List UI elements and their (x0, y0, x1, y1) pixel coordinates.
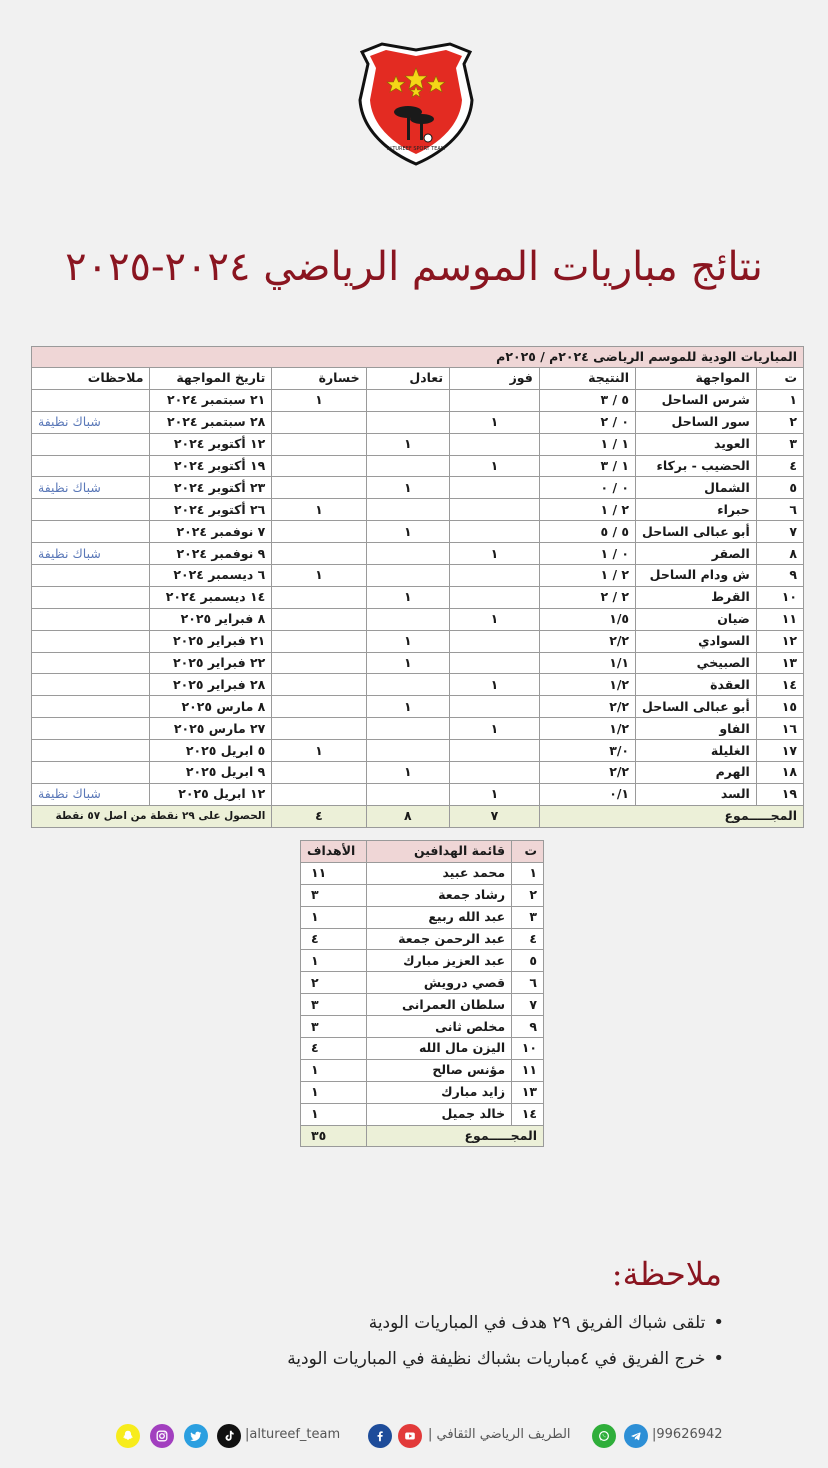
scorer-name: زايد مبارك (366, 1081, 511, 1103)
match-win (450, 586, 540, 608)
match-date: ١٢ أكتوبر ٢٠٢٤ (150, 433, 272, 455)
scorer-name: عبد الله ربيع (366, 906, 511, 928)
match-opponent: الهرم (636, 762, 757, 784)
match-loss (272, 783, 366, 805)
match-opponent: ش ودام الساحل (636, 565, 757, 587)
points-summary: الحصول على ٢٩ نقطة من اصل ٥٧ نقطة (32, 805, 272, 827)
match-index: ١٤ (756, 674, 803, 696)
match-notes (32, 433, 150, 455)
youtube-icon[interactable] (398, 1424, 422, 1448)
match-index: ٤ (756, 455, 803, 477)
match-loss: ١ (272, 740, 366, 762)
match-opponent: الغليلة (636, 740, 757, 762)
scorer-index: ١ (512, 862, 544, 884)
match-opponent: الفاو (636, 718, 757, 740)
match-notes (32, 565, 150, 587)
match-date: ٢٨ سبتمبر ٢٠٢٤ (150, 411, 272, 433)
scorer-goals: ١ (301, 1103, 367, 1125)
match-notes (32, 389, 150, 411)
match-date: ٩ نوفمبر ٢٠٢٤ (150, 543, 272, 565)
match-opponent: السوادي (636, 630, 757, 652)
match-row (32, 783, 804, 805)
scorer-index: ١٠ (512, 1038, 544, 1060)
match-index: ١٦ (756, 718, 803, 740)
match-index: ١٢ (756, 630, 803, 652)
match-draw (366, 608, 449, 630)
match-row (32, 740, 804, 762)
note-item: • تلقى شباك الفريق ٢٩ هدف في المباريات الودية (287, 1312, 724, 1333)
tiktok-icon[interactable] (217, 1424, 241, 1448)
scorer-goals: ٣ (301, 884, 367, 906)
col-header-index: ت (512, 841, 544, 863)
match-notes (32, 652, 150, 674)
club-logo (352, 40, 480, 166)
match-opponent: العويد (636, 433, 757, 455)
twitter-icon[interactable] (184, 1424, 208, 1448)
match-row (32, 586, 804, 608)
scorer-index: ٩ (512, 1016, 544, 1038)
scorer-goals: ٢ (301, 972, 367, 994)
match-opponent: شرس الساحل (636, 389, 757, 411)
match-notes (32, 674, 150, 696)
col-header-notes: ملاحظات (32, 368, 150, 390)
match-index: ١٨ (756, 762, 803, 784)
match-row (32, 499, 804, 521)
facebook-icon[interactable] (368, 1424, 392, 1448)
match-date: ٢٣ أكتوبر ٢٠٢٤ (150, 477, 272, 499)
match-result: ١/٥ (539, 608, 635, 630)
total-loss: ٤ (272, 805, 366, 827)
match-opponent: السد (636, 783, 757, 805)
match-loss (272, 586, 366, 608)
match-win (450, 696, 540, 718)
table-caption: المباريات الودية للموسم الرياضى ٢٠٢٤م / ٢٠٢٥م (32, 347, 804, 368)
match-draw (366, 455, 449, 477)
total-draw: ٨ (366, 805, 449, 827)
match-row (32, 389, 804, 411)
match-notes (32, 455, 150, 477)
football-icon (424, 134, 432, 142)
match-date: ٧ نوفمبر ٢٠٢٤ (150, 521, 272, 543)
match-draw (366, 783, 449, 805)
scorer-row (301, 862, 544, 884)
match-row (32, 477, 804, 499)
match-result: ١ / ٣ (539, 455, 635, 477)
match-result: ١ / ١ (539, 433, 635, 455)
match-win (450, 565, 540, 587)
match-loss: ١ (272, 499, 366, 521)
col-header-index: ت (756, 368, 803, 390)
col-header-loss: خسارة (272, 368, 366, 390)
match-loss (272, 674, 366, 696)
match-loss: ١ (272, 565, 366, 587)
match-opponent: سور الساحل (636, 411, 757, 433)
scorers-total-goals: ٣٥ (301, 1125, 367, 1147)
match-draw (366, 718, 449, 740)
match-index: ١٩ (756, 783, 803, 805)
match-date: ١٤ ديسمبر ٢٠٢٤ (150, 586, 272, 608)
match-win (450, 477, 540, 499)
match-opponent: الصقر (636, 543, 757, 565)
match-row (32, 652, 804, 674)
match-draw (366, 543, 449, 565)
match-date: ٦ ديسمبر ٢٠٢٤ (150, 565, 272, 587)
match-date: ٩ ابريل ٢٠٢٥ (150, 762, 272, 784)
scorer-row (301, 884, 544, 906)
match-result: ١/١ (539, 652, 635, 674)
scorer-name: عبد الرحمن جمعة (366, 928, 511, 950)
match-opponent: القرط (636, 586, 757, 608)
match-result: ٢/٢ (539, 696, 635, 718)
match-draw: ١ (366, 696, 449, 718)
match-result: ٢/٢ (539, 630, 635, 652)
instagram-icon[interactable] (150, 1424, 174, 1448)
scorer-row (301, 1081, 544, 1103)
match-row (32, 411, 804, 433)
match-row (32, 608, 804, 630)
match-result: ٢ / ١ (539, 565, 635, 587)
match-row (32, 521, 804, 543)
match-draw (366, 740, 449, 762)
notes-heading: ملاحظة: (611, 1255, 722, 1293)
notes-list (287, 1312, 724, 1384)
scorer-row (301, 1038, 544, 1060)
match-result: ٥ / ٥ (539, 521, 635, 543)
match-draw: ١ (366, 652, 449, 674)
scorer-row (301, 1016, 544, 1038)
match-draw (366, 389, 449, 411)
match-notes (32, 762, 150, 784)
scorer-goals: ١ (301, 950, 367, 972)
scorer-goals: ١ (301, 906, 367, 928)
match-index: ٢ (756, 411, 803, 433)
scorer-name: رشاد جمعة (366, 884, 511, 906)
match-opponent: ضيان (636, 608, 757, 630)
match-date: ٨ فبراير ٢٠٢٥ (150, 608, 272, 630)
match-index: ٥ (756, 477, 803, 499)
whatsapp-icon[interactable] (592, 1424, 616, 1448)
match-row (32, 674, 804, 696)
match-win (450, 652, 540, 674)
match-opponent: حبراء (636, 499, 757, 521)
scorer-index: ٧ (512, 994, 544, 1016)
match-result: ٠ / ٠ (539, 477, 635, 499)
match-row (32, 565, 804, 587)
match-notes (32, 586, 150, 608)
telegram-icon[interactable] (624, 1424, 648, 1448)
phone-number[interactable]: |99626942 (652, 1427, 723, 1442)
match-result: ٥ / ٣ (539, 389, 635, 411)
scorer-row (301, 950, 544, 972)
club-name: الطريف الرياضي الثقافي | (428, 1427, 571, 1442)
match-opponent: الصبيخي (636, 652, 757, 674)
scorer-goals: ٤ (301, 1038, 367, 1060)
match-row (32, 718, 804, 740)
match-draw (366, 411, 449, 433)
match-opponent: الشمال (636, 477, 757, 499)
match-win (450, 521, 540, 543)
match-draw (366, 565, 449, 587)
scorer-index: ١١ (512, 1059, 544, 1081)
scorers-table (300, 840, 544, 1147)
col-header-draw: تعادل (366, 368, 449, 390)
match-row (32, 696, 804, 718)
scorer-row (301, 994, 544, 1016)
match-result: ٢/٢ (539, 762, 635, 784)
match-index: ١٥ (756, 696, 803, 718)
match-index: ١٣ (756, 652, 803, 674)
col-header-opponent: المواجهة (636, 368, 757, 390)
match-result: ٣/٠ (539, 740, 635, 762)
match-draw (366, 499, 449, 521)
total-label: المجـــــموع (539, 805, 803, 827)
match-date: ٢٨ فبراير ٢٠٢٥ (150, 674, 272, 696)
match-loss (272, 696, 366, 718)
match-date: ٥ ابريل ٢٠٢٥ (150, 740, 272, 762)
match-result: ٠/١ (539, 783, 635, 805)
match-date: ٢١ فبراير ٢٠٢٥ (150, 630, 272, 652)
match-loss (272, 455, 366, 477)
scorer-index: ٢ (512, 884, 544, 906)
match-row (32, 543, 804, 565)
scorers-header-row (301, 841, 544, 863)
scorer-name: مؤنس صالح (366, 1059, 511, 1081)
match-loss (272, 652, 366, 674)
match-index: ٧ (756, 521, 803, 543)
match-notes: شباك نظيفة (32, 477, 150, 499)
scorer-index: ١٤ (512, 1103, 544, 1125)
match-loss (272, 630, 366, 652)
match-draw: ١ (366, 762, 449, 784)
scorer-row (301, 928, 544, 950)
match-index: ١ (756, 389, 803, 411)
match-notes (32, 499, 150, 521)
match-index: ٨ (756, 543, 803, 565)
match-win: ١ (450, 455, 540, 477)
match-date: ٨ مارس ٢٠٢٥ (150, 696, 272, 718)
match-draw: ١ (366, 586, 449, 608)
match-result: ١/٢ (539, 718, 635, 740)
match-result: ٠ / ١ (539, 543, 635, 565)
match-win (450, 389, 540, 411)
match-index: ٩ (756, 565, 803, 587)
match-date: ٢٦ أكتوبر ٢٠٢٤ (150, 499, 272, 521)
match-index: ١٧ (756, 740, 803, 762)
scorer-row (301, 906, 544, 928)
match-result: ٢ / ١ (539, 499, 635, 521)
match-row (32, 433, 804, 455)
match-notes (32, 630, 150, 652)
match-loss (272, 521, 366, 543)
scorer-goals: ٣ (301, 1016, 367, 1038)
match-index: ٦ (756, 499, 803, 521)
match-row (32, 762, 804, 784)
match-win: ١ (450, 608, 540, 630)
match-loss (272, 543, 366, 565)
match-notes: شباك نظيفة (32, 543, 150, 565)
match-notes (32, 521, 150, 543)
scorer-goals: ١ (301, 1059, 367, 1081)
match-date: ٢١ سبتمبر ٢٠٢٤ (150, 389, 272, 411)
results-table (31, 346, 804, 828)
match-result: ١/٢ (539, 674, 635, 696)
note-item: • خرج الفريق في ٤مباريات بشباك نظيفة في المباريات الودية (287, 1348, 724, 1369)
match-win: ١ (450, 718, 540, 740)
header-row (32, 368, 804, 390)
match-date: ٢٧ مارس ٢٠٢٥ (150, 718, 272, 740)
match-loss (272, 762, 366, 784)
scorer-row (301, 1059, 544, 1081)
match-loss (272, 477, 366, 499)
match-win: ١ (450, 411, 540, 433)
total-win: ٧ (450, 805, 540, 827)
match-win: ١ (450, 543, 540, 565)
match-row (32, 455, 804, 477)
match-notes (32, 608, 150, 630)
match-loss (272, 608, 366, 630)
match-index: ١٠ (756, 586, 803, 608)
match-notes: شباك نظيفة (32, 783, 150, 805)
scorer-name: مخلص ثانى (366, 1016, 511, 1038)
match-win (450, 499, 540, 521)
match-notes: شباك نظيفة (32, 411, 150, 433)
match-date: ٢٢ فبراير ٢٠٢٥ (150, 652, 272, 674)
social-handle[interactable]: |altureef_team (245, 1427, 341, 1442)
match-win (450, 630, 540, 652)
match-row (32, 630, 804, 652)
page-title: نتائج مباريات الموسم الرياضي ٢٠٢٤-٢٠٢٥ (65, 244, 763, 290)
scorer-goals: ٤ (301, 928, 367, 950)
match-index: ١١ (756, 608, 803, 630)
match-notes (32, 740, 150, 762)
match-draw (366, 674, 449, 696)
scorers-total-row (301, 1125, 544, 1147)
scorer-index: ٦ (512, 972, 544, 994)
match-opponent: الحضيب - بركاء (636, 455, 757, 477)
scorer-goals: ١ (301, 1081, 367, 1103)
scorer-index: ٥ (512, 950, 544, 972)
scorer-index: ٣ (512, 906, 544, 928)
col-header-date: تاريخ المواجهة (150, 368, 272, 390)
scorer-name: عبد العزيز مبارك (366, 950, 511, 972)
match-loss (272, 411, 366, 433)
scorers-total-label: المجـــــموع (366, 1125, 543, 1147)
match-draw: ١ (366, 433, 449, 455)
match-draw: ١ (366, 630, 449, 652)
match-notes (32, 718, 150, 740)
col-header-win: فوز (450, 368, 540, 390)
match-win (450, 433, 540, 455)
match-notes (32, 696, 150, 718)
match-index: ٣ (756, 433, 803, 455)
match-opponent: أبو عبالى الساحل (636, 521, 757, 543)
col-header-goals: الأهداف (301, 841, 367, 863)
match-draw: ١ (366, 521, 449, 543)
scorer-name: محمد عبيد (366, 862, 511, 884)
match-loss (272, 718, 366, 740)
match-opponent: العقدة (636, 674, 757, 696)
total-row (32, 805, 804, 827)
col-header-result: النتيجة (539, 368, 635, 390)
match-date: ١٢ ابريل ٢٠٢٥ (150, 783, 272, 805)
snapchat-icon[interactable] (116, 1424, 140, 1448)
match-loss (272, 433, 366, 455)
scorer-row (301, 972, 544, 994)
scorer-index: ٤ (512, 928, 544, 950)
scorer-name: قصي درويش (366, 972, 511, 994)
scorer-index: ١٣ (512, 1081, 544, 1103)
footer (0, 1424, 828, 1452)
match-win (450, 740, 540, 762)
match-result: ٠ / ٢ (539, 411, 635, 433)
match-loss: ١ (272, 389, 366, 411)
match-result: ٢ / ٢ (539, 586, 635, 608)
scorer-name: خالد جميل (366, 1103, 511, 1125)
logo-text: ALTUREEF SPORT TEAM (386, 146, 446, 152)
scorer-goals: ١١ (301, 862, 367, 884)
scorer-row (301, 1103, 544, 1125)
match-opponent: أبو عبالى الساحل (636, 696, 757, 718)
match-date: ١٩ أكتوبر ٢٠٢٤ (150, 455, 272, 477)
match-win: ١ (450, 783, 540, 805)
match-draw: ١ (366, 477, 449, 499)
match-win: ١ (450, 674, 540, 696)
col-header-scorer: قائمة الهدافين (366, 841, 511, 863)
scorer-name: سلطان العمرانى (366, 994, 511, 1016)
scorer-goals: ٣ (301, 994, 367, 1016)
match-win (450, 762, 540, 784)
scorer-name: اليزن مال الله (366, 1038, 511, 1060)
